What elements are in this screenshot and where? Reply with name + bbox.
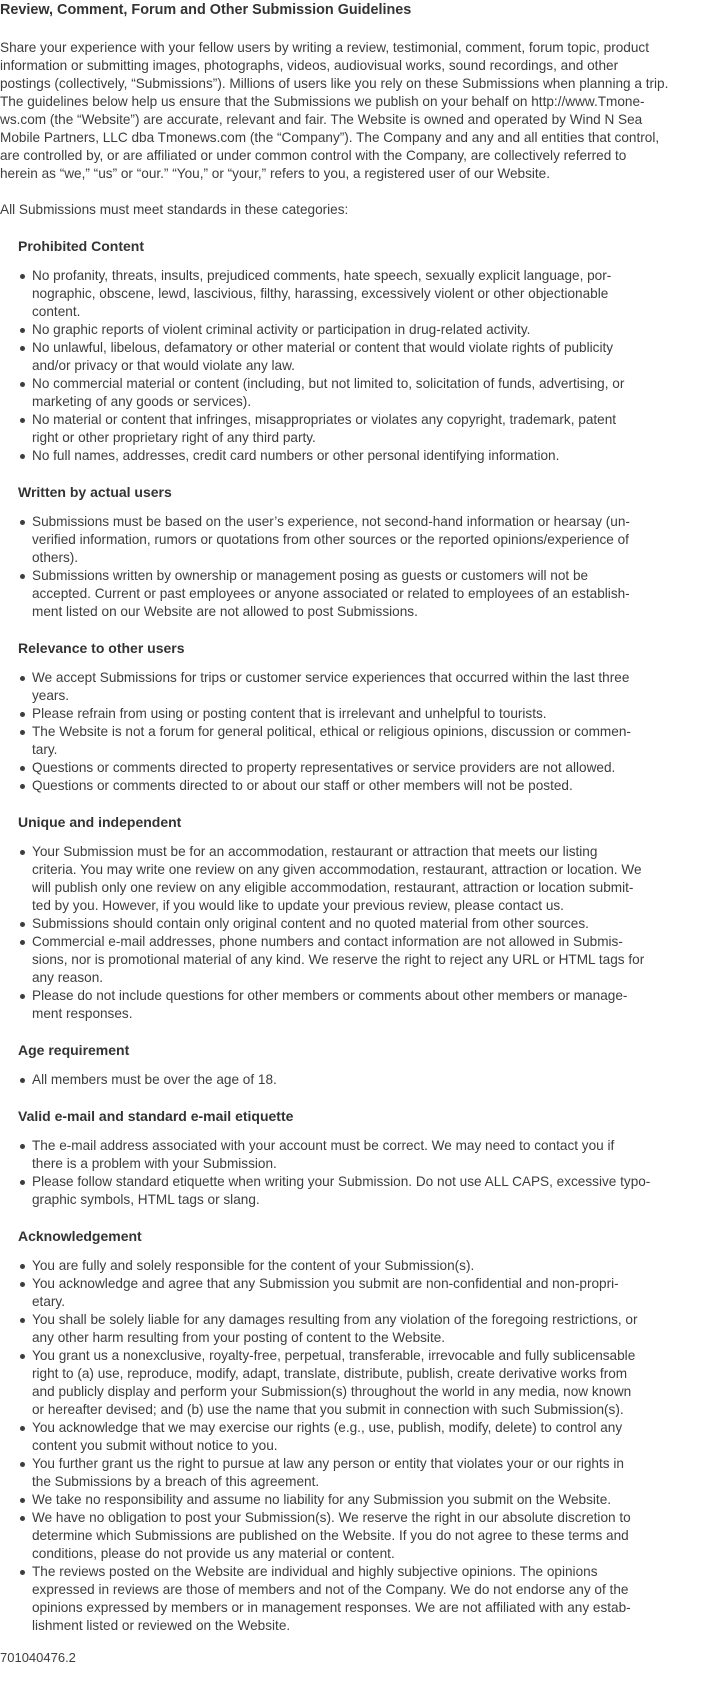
- bullet-list: [18, 669, 728, 795]
- section-heading: Written by actual users: [18, 484, 172, 500]
- guideline-section: [18, 483, 728, 621]
- guideline-section: [18, 1041, 728, 1089]
- list-item: The e-mail address associated with your account must be correct. We may need to contact you if there is a problem with your Submission.: [18, 1137, 708, 1173]
- list-item: Questions or comments directed to property representatives or service providers are not allowed.: [18, 759, 708, 777]
- list-item: The reviews posted on the Website are individual and highly subjective opinions. The opinions expressed in reviews are those of members and not of the Company. We do not endorse any of the opinions expressed by members or in management responses. We are not affiliated with any estab- lishment listed or reviewed on the Website.: [18, 1563, 708, 1635]
- page-title: Review, Comment, Forum and Other Submission Guidelines: [0, 2, 412, 18]
- section-heading: Relevance to other users: [18, 640, 185, 656]
- standards-lead: All Submissions must meet standards in these categories:: [0, 202, 349, 217]
- list-item: You grant us a nonexclusive, royalty-free, perpetual, transferable, irrevocable and fully sublicensable right to (a) use, reproduce, modify, adapt, translate, distribute, publish, create derivative works from and publicly display and perform your Submission(s) throughout the world in any media, now known or hereafter devised; and (b) use the name that you submit in connection with such Submission(s).: [18, 1347, 708, 1419]
- list-item: Your Submission must be for an accommodation, restaurant or attraction that meets our listing criteria. You may write one review on any given accommodation, restaurant, attraction or location. We will publish only one review on any eligible accommodation, restaurant, attraction or location submit- ted by you. However, if you would like to update your previous review, please contact us.: [18, 843, 708, 915]
- list-item: Commercial e-mail addresses, phone numbers and contact information are not allowed in Submis- sions, nor is promotional material of any kind. We reserve the right to reject any URL or HTML tags for any reason.: [18, 933, 708, 987]
- list-item: Please follow standard etiquette when writing your Submission. Do not use ALL CAPS, excessive typo- graphic symbols, HTML tags or slang.: [18, 1173, 708, 1209]
- bullet-list: [18, 1137, 728, 1209]
- section-heading: Age requirement: [18, 1042, 130, 1058]
- bullet-list: [18, 843, 728, 1023]
- bullet-list: [18, 1257, 728, 1635]
- guideline-section: [18, 237, 728, 465]
- section-heading: Valid e-mail and standard e-mail etiquette: [18, 1108, 294, 1124]
- list-item: No graphic reports of violent criminal activity or participation in drug-related activity.: [18, 321, 708, 339]
- list-item: Submissions must be based on the user’s experience, not second-hand information or hearsay (un- verified information, rumors or quotations from other sources or the reported opinions/experience of others).: [18, 513, 708, 567]
- guideline-section: [18, 1107, 728, 1209]
- bullet-list: [18, 513, 728, 621]
- bullet-list: [18, 267, 728, 465]
- guideline-section: [18, 813, 728, 1023]
- list-item: You shall be solely liable for any damages resulting from any violation of the foregoing restrictions, or any other harm resulting from your posting of content to the Website.: [18, 1311, 708, 1347]
- list-item: No full names, addresses, credit card numbers or other personal identifying information.: [18, 447, 708, 465]
- list-item: Please refrain from using or posting content that is irrelevant and unhelpful to tourists.: [18, 705, 708, 723]
- list-item: Questions or comments directed to or about our staff or other members will not be posted.: [18, 777, 708, 795]
- list-item: We have no obligation to post your Submission(s). We reserve the right in our absolute discretion to determine which Submissions are published on the Website. If you do not agree to these terms and conditions, please do not provide us any material or content.: [18, 1509, 708, 1563]
- list-item: Submissions written by ownership or management posing as guests or customers will not be accepted. Current or past employees or anyone associated or related to employees of an establish- ment listed on our Website are not allowed to post Submissions.: [18, 567, 708, 621]
- list-item: You are fully and solely responsible for the content of your Submission(s).: [18, 1257, 708, 1275]
- list-item: You acknowledge that we may exercise our rights (e.g., use, publish, modify, delete) to control any content you submit without notice to you.: [18, 1419, 708, 1455]
- list-item: Submissions should contain only original content and no quoted material from other sources.: [18, 915, 708, 933]
- section-heading: Prohibited Content: [18, 238, 144, 254]
- list-item: Please do not include questions for other members or comments about other members or manage- ment responses.: [18, 987, 708, 1023]
- list-item: No material or content that infringes, misappropriates or violates any copyright, trademark, patent right or other proprietary right of any third party.: [18, 411, 708, 447]
- section-heading: Acknowledgement: [18, 1228, 142, 1244]
- intro-paragraph: Share your experience with your fellow users by writing a review, testimonial, comment, forum topic, product information or submitting images, photographs, videos, audiovisual works, sound recordings, and other postings (collectively, “Submissions”). Millions of users like you rely on these Submissions when planning a trip. The guidelines below help us ensure that the Submissions we publish on your behalf on http://www.Tmone- ws.com (the “Website”) are accurate, relevant and fair. The Website is owned and operated by Wind N Sea Mobile Partners, LLC dba Tmonews.com (the “Company”). The Company and any and all entities that control, are controlled by, or are affiliated or under common control with the Company, are collectively referred to herein as “we,” “us” or “our.” “You,” or “your,” refers to you, a registered user of our Website.: [0, 40, 669, 181]
- list-item: You further grant us the right to pursue at law any person or entity that violates your or our rights in the Submissions by a breach of this agreement.: [18, 1455, 708, 1491]
- guideline-section: [18, 1227, 728, 1635]
- guideline-sections: [0, 237, 728, 1635]
- list-item: We accept Submissions for trips or customer service experiences that occurred within the last three years.: [18, 669, 708, 705]
- list-item: No commercial material or content (including, but not limited to, solicitation of funds, advertising, or marketing of any goods or services).: [18, 375, 708, 411]
- list-item: We take no responsibility and assume no liability for any Submission you submit on the Website.: [18, 1491, 708, 1509]
- document-id: 701040476.2: [0, 1650, 76, 1665]
- bullet-list: [18, 1071, 728, 1089]
- section-heading: Unique and independent: [18, 814, 182, 830]
- list-item: All members must be over the age of 18.: [18, 1071, 708, 1089]
- list-item: No unlawful, libelous, defamatory or other material or content that would violate rights of publicity and/or privacy or that would violate any law.: [18, 339, 708, 375]
- list-item: The Website is not a forum for general political, ethical or religious opinions, discussion or commen- tary.: [18, 723, 708, 759]
- list-item: No profanity, threats, insults, prejudiced comments, hate speech, sexually explicit language, por- nographic, obscene, lewd, lascivious, filthy, harassing, excessively violent or other objectionable content.: [18, 267, 708, 321]
- list-item: You acknowledge and agree that any Submission you submit are non-confidential and non-propri- etary.: [18, 1275, 708, 1311]
- guideline-section: [18, 639, 728, 795]
